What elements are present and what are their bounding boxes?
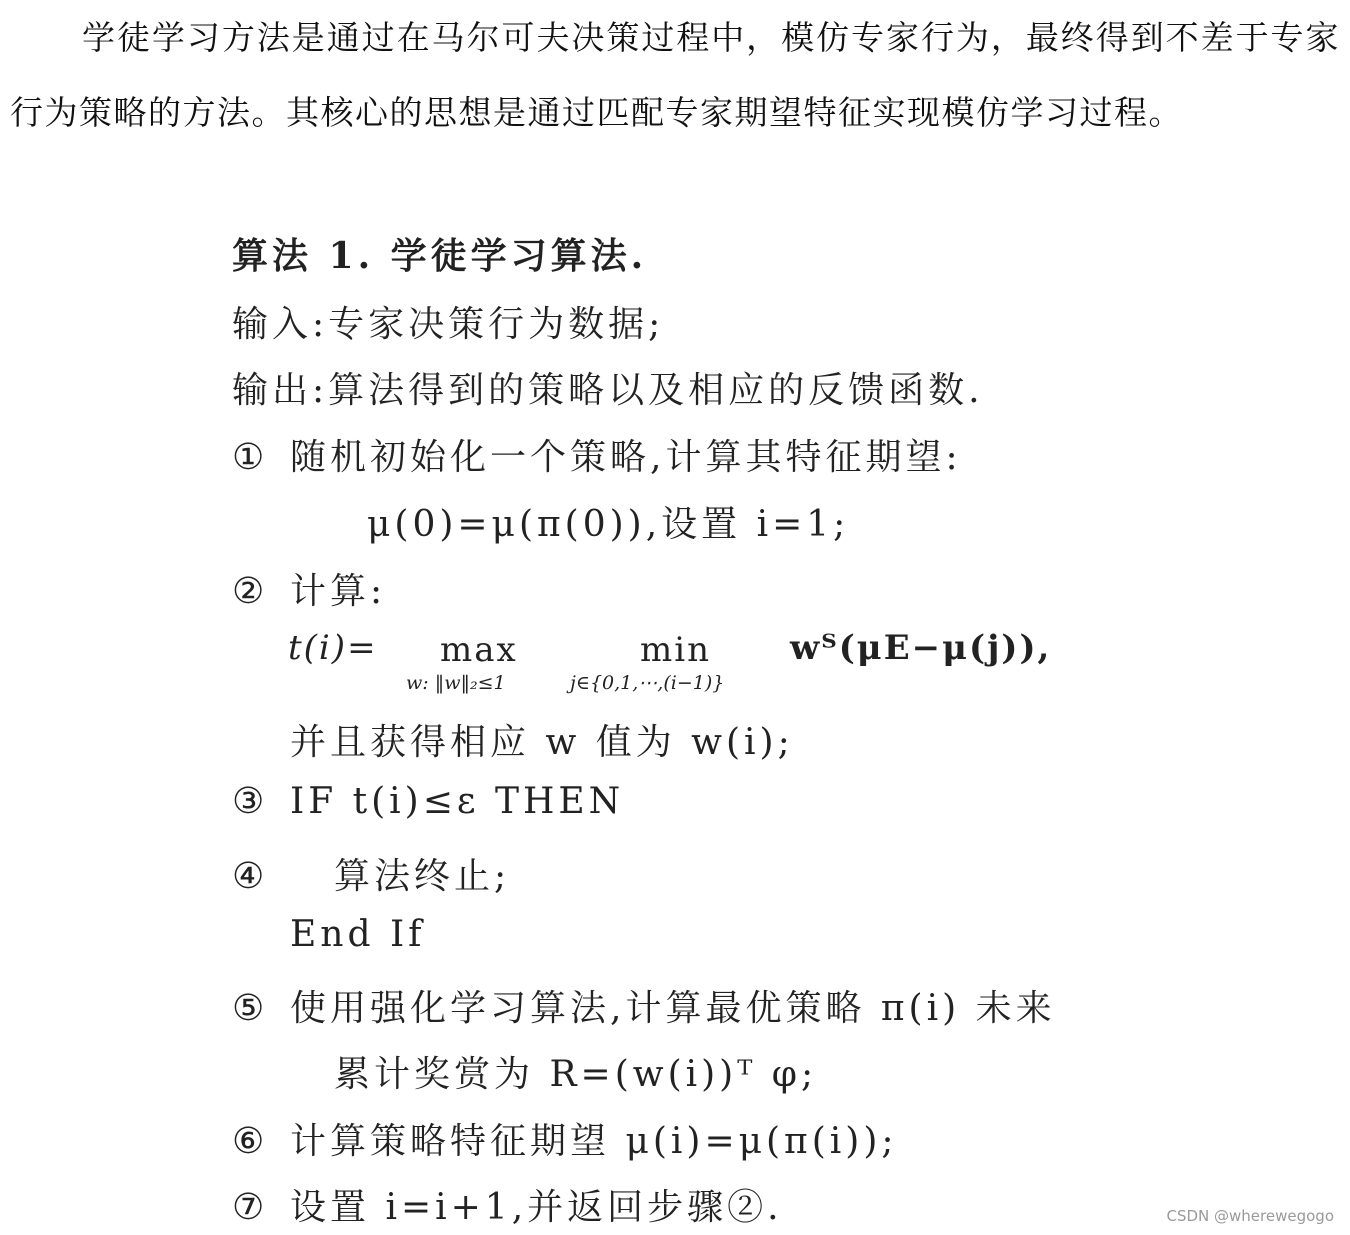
step-text: IF t(i)≤ε THEN [290, 781, 625, 822]
step-text: 算法终止; [334, 856, 511, 897]
intro-paragraph: 学徒学习方法是通过在马尔可夫决策过程中，模仿专家行为，最终得到不差于专家行为策略的方法。其核心的思想是通过匹配专家期望特征实现模仿学习过程。 [10, 18, 1340, 132]
step-number: ④ [232, 856, 269, 897]
step-1 [232, 429, 962, 480]
step-number: ② [232, 571, 269, 612]
equation-rhs: wᵀ(μE−μ(j)), [790, 628, 1052, 668]
end-if: End If [290, 914, 426, 955]
step-text: 随机初始化一个策略,计算其特征期望: [290, 437, 962, 478]
algorithm-output: 输出:算法得到的策略以及相应的反馈函数. [232, 370, 984, 411]
step-2-equation [288, 628, 1188, 708]
step-text: 计算策略特征期望 μ(i)=μ(π(i)); [290, 1121, 898, 1162]
step-text: 设置 i=i+1,并返回步骤②. [290, 1187, 783, 1228]
max-operator: max [440, 630, 518, 670]
step-5 [232, 980, 1056, 1031]
step-7 [232, 1179, 783, 1230]
step-number: ⑤ [232, 988, 269, 1029]
max-subscript: w: ‖w‖₂≤1 [406, 672, 506, 694]
step-text: 使用强化学习算法,计算最优策略 π(i) 未来 [290, 988, 1056, 1029]
step-3 [232, 781, 624, 822]
step-number: ③ [232, 781, 269, 822]
step-text: 计算: [290, 571, 387, 612]
algorithm-title: 算法 1. 学徒学习算法. [232, 235, 648, 277]
step-2 [232, 563, 386, 614]
step-number: ① [232, 437, 269, 478]
min-subscript: j∈{0,1,⋯,(i−1)} [570, 672, 725, 694]
algorithm-input: 输入:专家决策行为数据; [232, 304, 665, 345]
step-2-continuation: 并且获得相应 w 值为 w(i); [290, 722, 794, 763]
step-number: ⑥ [232, 1121, 269, 1162]
watermark: CSDN @wherewegogo [1166, 1207, 1334, 1225]
step-4 [232, 848, 510, 899]
step-number: ⑦ [232, 1187, 269, 1228]
step-1-equation: μ(0)=μ(π(0)),设置 i=1; [367, 504, 850, 545]
equation-lhs: t(i)= [288, 628, 378, 668]
step-6 [232, 1113, 898, 1164]
min-operator: min [640, 630, 712, 670]
step-5-continuation: 累计奖赏为 R=(w(i))ᵀ φ; [334, 1054, 818, 1095]
